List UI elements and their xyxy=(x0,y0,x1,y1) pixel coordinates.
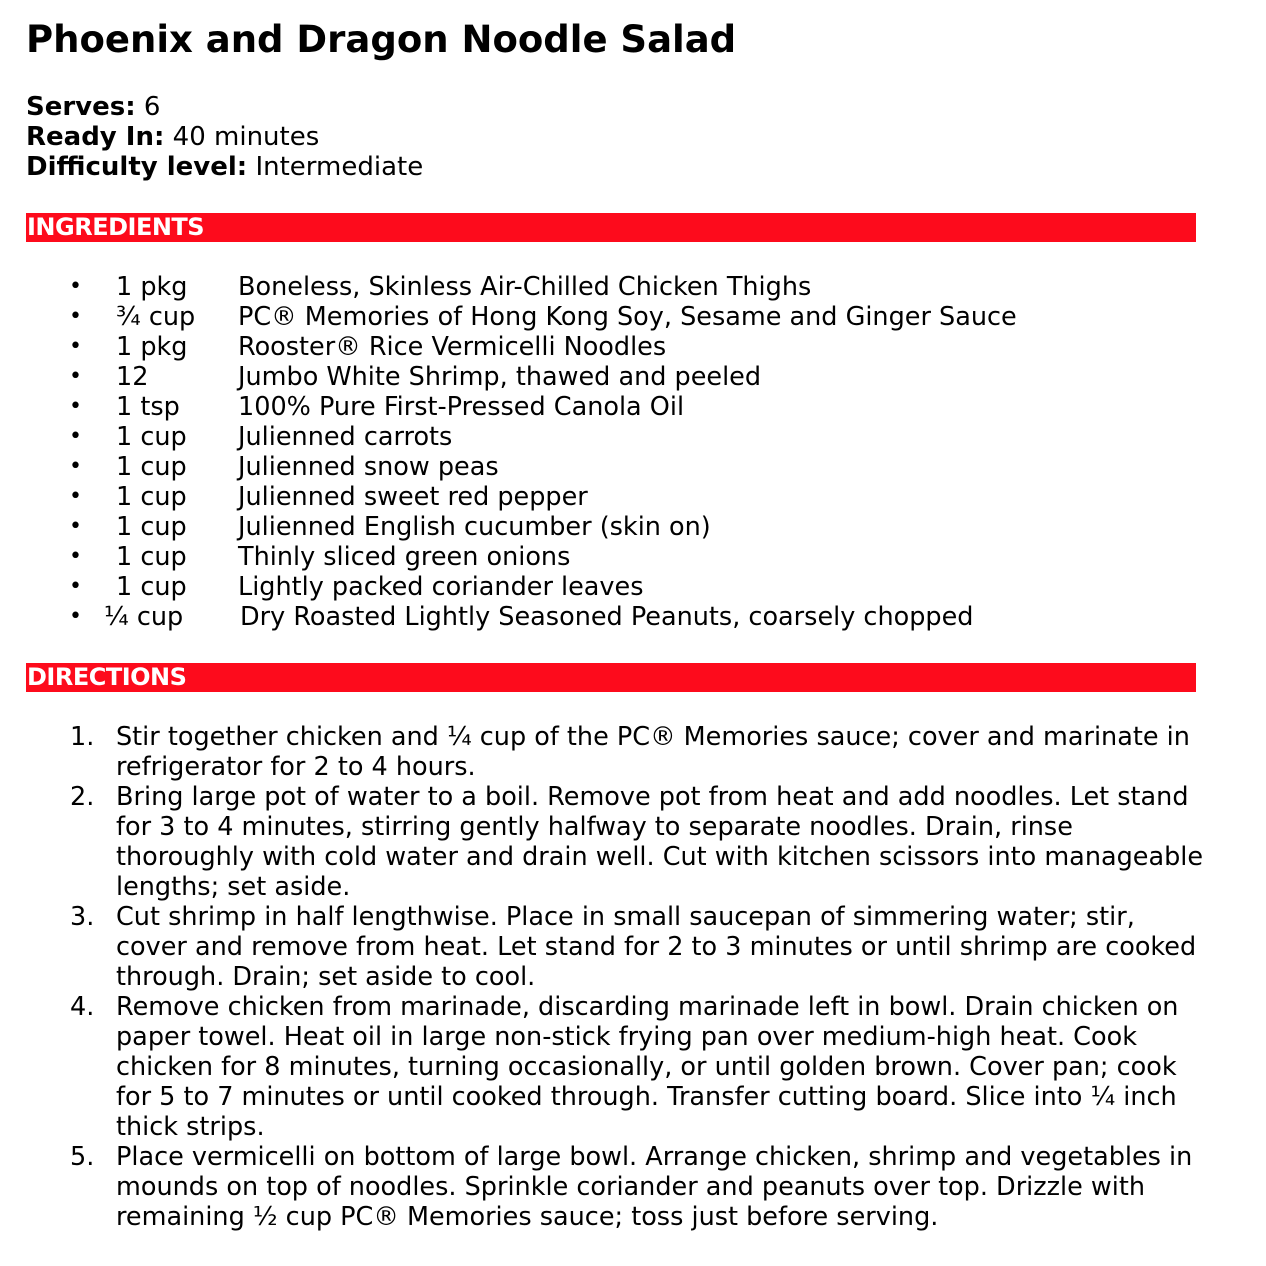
meta-value: Intermediate xyxy=(247,152,424,182)
meta-ready-in xyxy=(26,122,423,152)
step-text: Bring large pot of water to a boil. Remove pot from heat and add noodles. Let stand for 3 to 4 minutes, stirring gently halfway to separate noodles. Drain, rinse thoroughly with cold water and drain well. Cut with kitchen scissors into manageable lengths; set aside. xyxy=(116,782,1204,902)
ingredient-quantity: 1 cup xyxy=(116,452,187,482)
direction-step xyxy=(0,782,1206,902)
meta-label: Ready In: xyxy=(26,122,165,152)
direction-step xyxy=(0,722,1206,782)
meta-label: Serves: xyxy=(26,92,136,122)
bullet: • xyxy=(69,484,82,509)
ingredient-quantity: ¾ cup xyxy=(116,302,196,332)
ingredient-name: PC® Memories of Hong Kong Soy, Sesame and Ginger Sauce xyxy=(238,302,1017,332)
recipe-meta xyxy=(26,92,423,182)
meta-value: 6 xyxy=(135,92,161,122)
bullet: • xyxy=(69,574,82,599)
ingredient-name: Lightly packed coriander leaves xyxy=(238,572,644,602)
direction-step xyxy=(0,992,1206,1142)
ingredient-quantity: 1 cup xyxy=(116,572,187,602)
meta-value: 40 minutes xyxy=(164,122,320,152)
bullet: • xyxy=(69,454,82,479)
bullet: • xyxy=(69,394,82,419)
ingredient-name: Boneless, Skinless Air-Chilled Chicken Thighs xyxy=(238,272,812,302)
bullet: • xyxy=(69,514,82,539)
step-text: Stir together chicken and ¼ cup of the PC® Memories sauce; cover and marinate in refrigerator for 2 to 4 hours. xyxy=(116,722,1190,782)
bullet: • xyxy=(69,334,82,359)
meta-difficulty xyxy=(26,152,423,182)
ingredient-quantity: 1 cup xyxy=(116,512,187,542)
ingredient-name: Rooster® Rice Vermicelli Noodles xyxy=(238,332,667,362)
ingredient-name: Julienned carrots xyxy=(238,422,453,452)
step-number: 2. xyxy=(70,782,95,812)
directions-heading: DIRECTIONS xyxy=(26,663,1196,692)
bullet: • xyxy=(69,274,82,299)
step-text: Place vermicelli on bottom of large bowl. Arrange chicken, shrimp and vegetables in mounds on top of noodles. Sprinkle coriander and peanuts over top. Drizzle with remaining ½ cup PC® Memories sauce; toss just before serving. xyxy=(116,1142,1193,1232)
bullet: • xyxy=(69,544,82,569)
ingredient-name: Thinly sliced green onions xyxy=(238,542,571,572)
ingredient-quantity: 1 pkg xyxy=(116,272,188,302)
ingredient-quantity: 1 cup xyxy=(116,422,187,452)
meta-serves xyxy=(26,92,423,122)
ingredient-quantity: 1 pkg xyxy=(116,332,188,362)
step-number: 3. xyxy=(70,902,95,932)
bullet: • xyxy=(69,304,82,329)
ingredient-name: Julienned snow peas xyxy=(238,452,499,482)
step-number: 1. xyxy=(70,722,95,752)
meta-label: Difficulty level: xyxy=(26,152,248,182)
ingredient-name: Julienned sweet red pepper xyxy=(238,482,588,512)
directions-list xyxy=(0,722,1266,1232)
ingredient-quantity: 1 cup xyxy=(116,542,187,572)
ingredient-name: 100% Pure First-Pressed Canola Oil xyxy=(238,392,685,422)
step-number: 5. xyxy=(70,1142,95,1172)
ingredient-quantity: ¼ cup xyxy=(104,602,184,632)
ingredient-quantity: 12 xyxy=(116,362,149,392)
recipe-title: Phoenix and Dragon Noodle Salad xyxy=(26,18,737,61)
step-number: 4. xyxy=(70,992,95,1022)
ingredients-heading: INGREDIENTS xyxy=(26,213,1196,242)
ingredient-name: Jumbo White Shrimp, thawed and peeled xyxy=(238,362,762,392)
step-text: Remove chicken from marinade, discarding marinade left in bowl. Drain chicken on paper towel. Heat oil in large non-stick frying pan over medium-high heat. Cook chicken for 8 minutes, turning occasionally, or until golden brown. Cover pan; cook for 5 to 7 minutes or until cooked through. Transfer cutting board. Slice into ¼ inch thick strips. xyxy=(116,992,1179,1142)
ingredient-name: Dry Roasted Lightly Seasoned Peanuts, coarsely chopped xyxy=(240,602,974,632)
direction-step xyxy=(0,902,1206,992)
direction-step xyxy=(0,1142,1206,1232)
step-text: Cut shrimp in half lengthwise. Place in small saucepan of simmering water; stir, cover and remove from heat. Let stand for 2 to 3 minutes or until shrimp are cooked through. Drain; set aside to cool. xyxy=(116,902,1197,992)
bullet: • xyxy=(69,424,82,449)
bullet: • xyxy=(69,604,82,629)
bullet: • xyxy=(69,364,82,389)
ingredient-quantity: 1 cup xyxy=(116,482,187,512)
ingredient-quantity: 1 tsp xyxy=(116,392,180,422)
ingredient-name: Julienned English cucumber (skin on) xyxy=(238,512,711,542)
